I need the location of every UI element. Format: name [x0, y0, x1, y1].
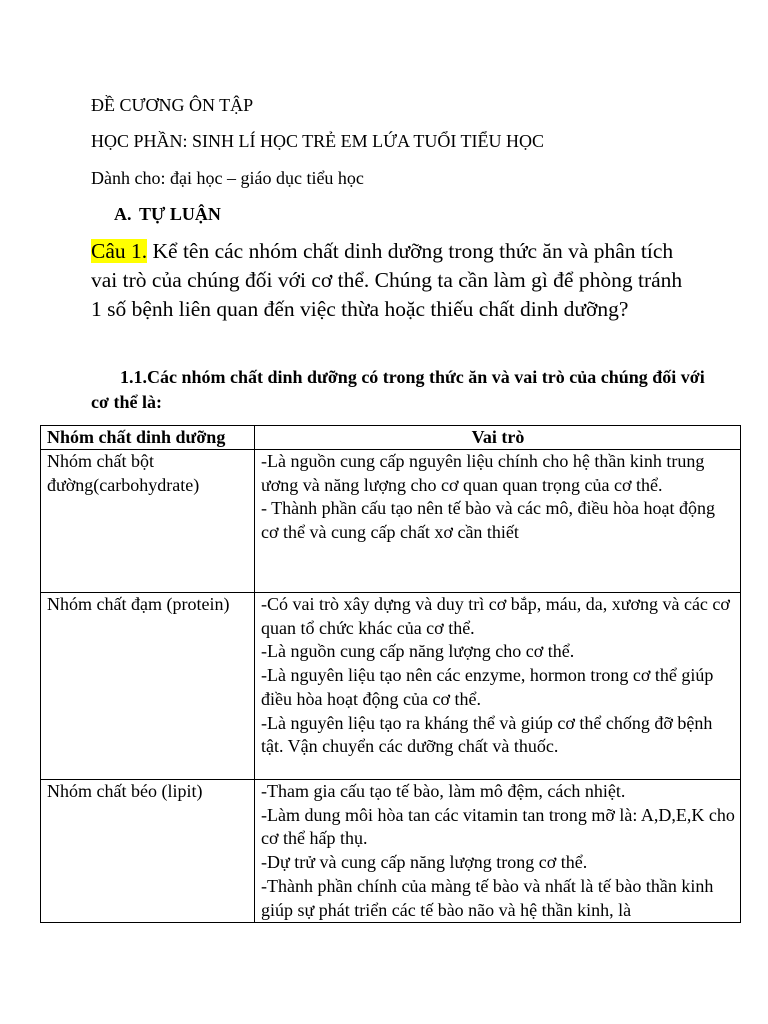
role-item: -Làm dung môi hòa tan các vitamin tan trong mỡ là: A,D,E,K cho cơ thể hấp thụ.	[261, 804, 735, 849]
role-item: -Là nguồn cung cấp nguyên liệu chính cho hệ thần kinh trung ương và năng lượng cho cơ quan quan trọng của cơ thể.	[261, 451, 705, 495]
role-item: -Là nguồn cung cấp năng lượng cho cơ thể.	[261, 641, 575, 662]
role-cell	[255, 593, 741, 780]
role-item: -Là nguyên liệu tạo ra kháng thể và giúp cơ thể chống đỡ bệnh tật. Vận chuyển các dưỡng chất và thuốc.	[261, 712, 713, 757]
section-letter: A.	[114, 204, 132, 224]
table-row	[41, 780, 741, 923]
role-item: -Dự trử và cung cấp năng lượng trong cơ thể.	[261, 852, 588, 873]
role-item: -Có vai trò xây dựng và duy trì cơ bắp, máu, da, xương và các cơ quan tổ chức khác của cơ thể.	[261, 594, 730, 638]
question-text: Kể tên các nhóm chất dinh dưỡng trong thức ăn và phân tích vai trò của chúng đối với cơ thể. Chúng ta cần làm gì để phòng tránh 1 số bệnh liên quan đến việc thừa hoặc thiếu chất dinh dưỡng?	[91, 239, 683, 321]
group-cell: Nhóm chất đạm (protein)	[41, 593, 255, 780]
question-label: Câu 1.	[91, 239, 148, 263]
subheading: 1.1.Các nhóm chất dinh dưỡng có trong thức ăn và vai trò của chúng đối với cơ thể là:	[91, 367, 705, 412]
header-role: Vai trò	[255, 426, 741, 450]
group-cell: Nhóm chất béo (lipit)	[41, 780, 255, 923]
section-heading	[114, 203, 221, 225]
question-1	[91, 237, 691, 324]
table-header-row	[41, 426, 741, 450]
role-cell	[255, 450, 741, 593]
header-group: Nhóm chất dinh dưỡng	[41, 426, 255, 450]
section-title: TỰ LUẬN	[139, 204, 221, 224]
role-item: -Thành phần chính của màng tế bào và nhất là tế bào thần kinh giúp sự phát triển các tế bào não và hệ thần kinh, là	[261, 875, 714, 920]
document-title: ĐỀ CƯƠNG ÔN TẬP	[91, 95, 254, 115]
role-item: - Thành phần cấu tạo nên tế bào và các mô, điều hòa hoạt động cơ thể và cung cấp chất xơ cần thiết	[261, 498, 716, 543]
course-title: HỌC PHẦN: SINH LÍ HỌC TRẺ EM LỨA TUỔI TIỂU HỌC	[91, 131, 544, 151]
role-item: -Là nguyên liệu tạo nên các enzyme, hormon trong cơ thể giúp điều hòa hoạt động của cơ thể.	[261, 665, 714, 709]
role-cell	[255, 780, 741, 923]
table-row	[41, 450, 741, 593]
nutrient-table	[40, 425, 741, 923]
group-cell: Nhóm chất bột đường(carbohydrate)	[41, 450, 255, 593]
table-row	[41, 593, 741, 780]
audience-line: Dành cho: đại học – giáo dục tiểu học	[91, 168, 364, 188]
role-item: -Tham gia cấu tạo tế bào, làm mô đệm, cách nhiệt.	[261, 781, 626, 801]
